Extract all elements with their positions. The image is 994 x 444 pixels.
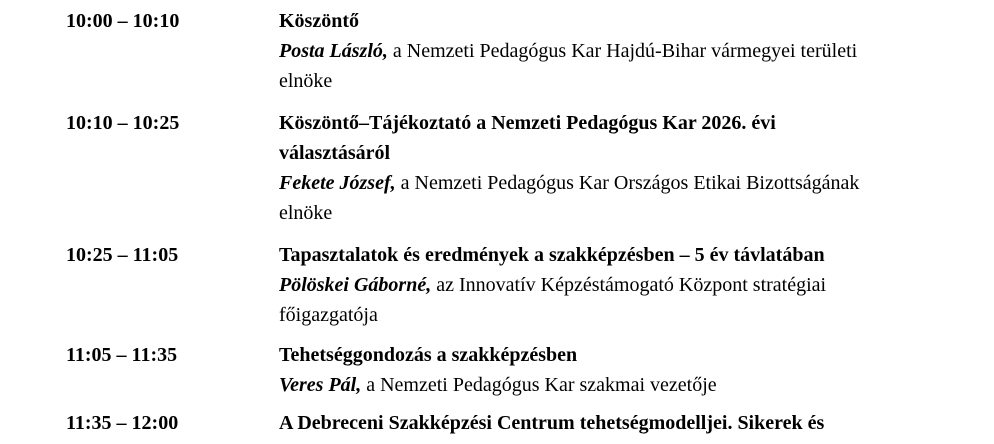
agenda-time: 10:25 – 11:05	[66, 244, 179, 266]
speaker-name: Posta László,	[279, 40, 388, 62]
agenda-title: Köszöntő	[279, 10, 359, 32]
agenda-time: 10:00 – 10:10	[66, 10, 180, 32]
speaker-line	[279, 270, 889, 330]
speaker-role: a Nemzeti Pedagógus Kar szakmai vezetője	[361, 374, 717, 396]
speaker-role: az Innovatív Képzéstámogató Központ stratégiai főigazgatója	[279, 274, 827, 326]
speaker-name: Fekete József,	[279, 172, 396, 194]
speaker-role: a Nemzeti Pedagógus Kar Országos Etikai Bizottságának elnöke	[279, 172, 860, 224]
agenda-title: Tehetséggondozás a szakképzésben	[279, 344, 578, 366]
speaker-role: a Nemzeti Pedagógus Kar Hajdú-Bihar vármegyei területi elnöke	[279, 40, 858, 92]
agenda-content	[279, 408, 889, 438]
agenda-title: Köszöntő–Tájékoztató a Nemzeti Pedagógus Kar 2026. évi választásáról	[279, 112, 776, 164]
speaker-name: Veres Pál,	[279, 374, 362, 396]
speaker-line	[279, 370, 889, 400]
agenda-time: 11:35 – 12:00	[66, 412, 179, 434]
agenda-content	[279, 340, 889, 400]
agenda-content	[279, 108, 889, 228]
agenda-title: A Debreceni Szakképzési Centrum tehetségmodelljei. Sikerek és	[279, 412, 825, 434]
agenda-content	[279, 6, 889, 96]
agenda-time: 10:10 – 10:25	[66, 112, 180, 134]
agenda-time: 11:05 – 11:35	[66, 344, 178, 366]
speaker-name: Pölöskei Gáborné,	[279, 274, 432, 296]
speaker-line	[279, 36, 889, 96]
speaker-line	[279, 168, 889, 228]
agenda-content	[279, 240, 889, 330]
agenda-title: Tapasztalatok és eredmények a szakképzésben – 5 év távlatában	[279, 244, 825, 266]
